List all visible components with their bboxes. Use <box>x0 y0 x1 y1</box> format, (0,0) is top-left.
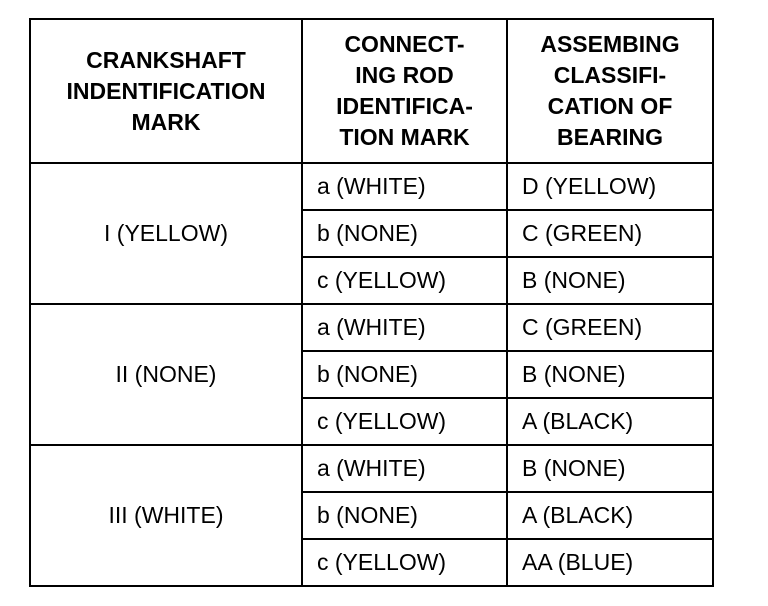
rod-mark-cell: b (NONE) <box>302 210 507 257</box>
bearing-class-cell: AA (BLUE) <box>507 539 713 586</box>
table-row <box>30 163 713 210</box>
rod-mark-cell: b (NONE) <box>302 351 507 398</box>
rod-mark-cell: a (WHITE) <box>302 163 507 210</box>
bearing-class-cell: D (YELLOW) <box>507 163 713 210</box>
rod-mark-cell: a (WHITE) <box>302 304 507 351</box>
bearing-class-cell: C (GREEN) <box>507 210 713 257</box>
bearing-class-cell: B (NONE) <box>507 351 713 398</box>
rod-mark-cell: b (NONE) <box>302 492 507 539</box>
bearing-class-cell: B (NONE) <box>507 445 713 492</box>
header-connecting-rod-mark: CONNECT- ING ROD IDENTIFICA- TION MARK <box>302 19 507 163</box>
crankshaft-mark-cell: III (WHITE) <box>30 445 302 586</box>
rod-mark-cell: c (YELLOW) <box>302 257 507 304</box>
table-row <box>30 445 713 492</box>
header-crankshaft-mark: CRANKSHAFT INDENTIFICATION MARK <box>30 19 302 163</box>
header-bearing-classification: ASSEMBING CLASSIFI- CATION OF BEARING <box>507 19 713 163</box>
bearing-class-cell: A (BLACK) <box>507 398 713 445</box>
rod-mark-cell: c (YELLOW) <box>302 398 507 445</box>
rod-mark-cell: a (WHITE) <box>302 445 507 492</box>
bearing-class-cell: C (GREEN) <box>507 304 713 351</box>
table-row <box>30 304 713 351</box>
crankshaft-mark-cell: II (NONE) <box>30 304 302 445</box>
crankshaft-mark-cell: I (YELLOW) <box>30 163 302 304</box>
rod-mark-cell: c (YELLOW) <box>302 539 507 586</box>
bearing-class-cell: A (BLACK) <box>507 492 713 539</box>
bearing-class-cell: B (NONE) <box>507 257 713 304</box>
bearing-selection-table <box>29 18 714 587</box>
header-row <box>30 19 713 163</box>
